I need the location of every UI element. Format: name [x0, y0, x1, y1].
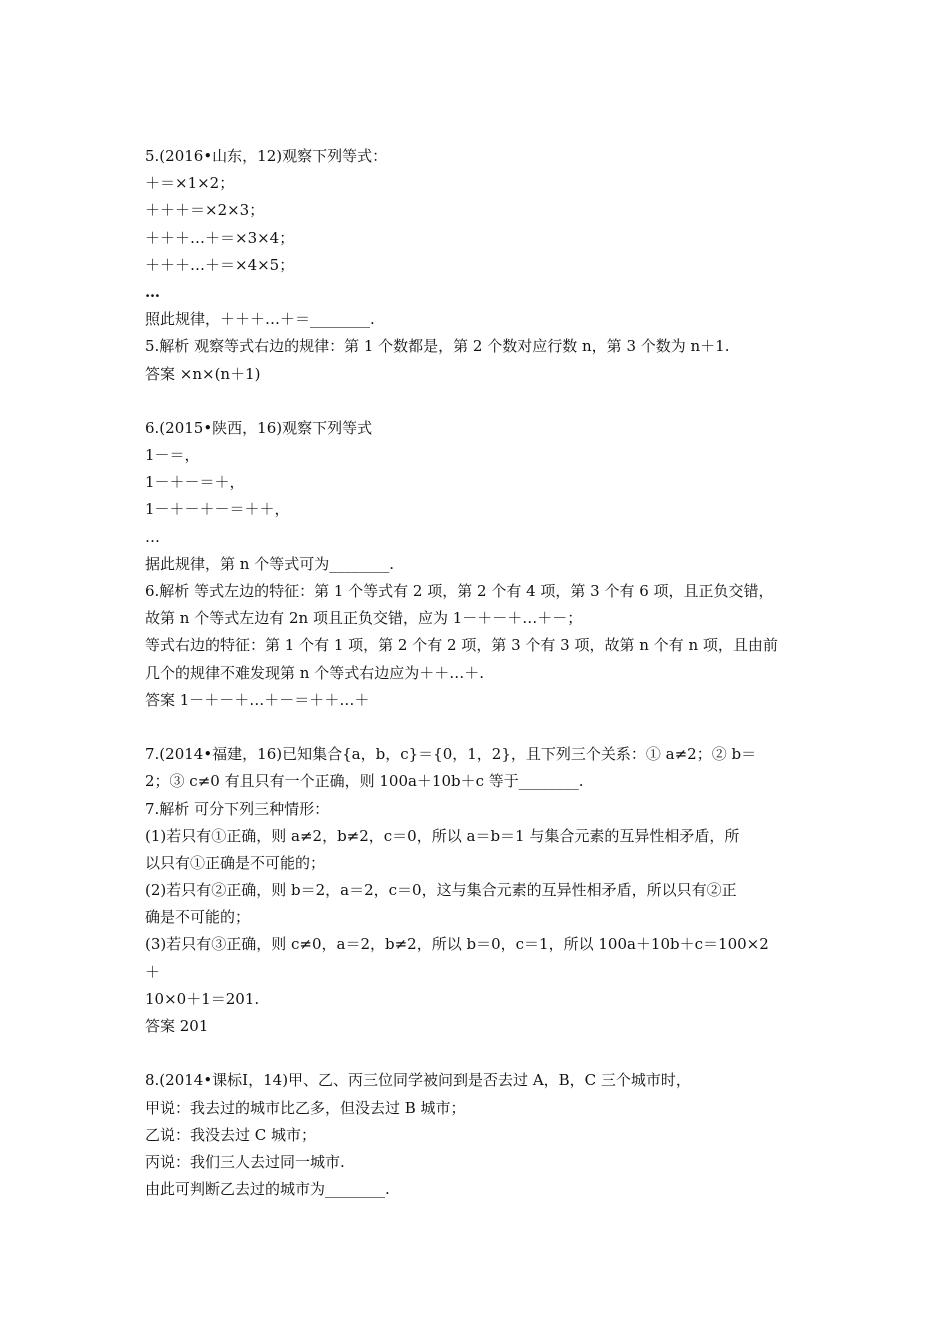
problem-6-analysis: 几个的规律不难发现第 n 个等式右边应为＋＋…＋. [145, 663, 484, 682]
problem-7-answer: 答案 201 [145, 1017, 209, 1035]
problem-8-statement: 乙说：我没去过 C 城市； [145, 1125, 317, 1144]
problem-8-question: 由此可判断乙去过的城市为________. [145, 1180, 390, 1199]
problem-6-stem: 6.(2015•陕西，16)观察下列等式 [145, 418, 373, 437]
problem-5-stem: 5.(2016•山东，12)观察下列等式： [145, 147, 388, 165]
equation-line: ＋＋＋…＋＝×4×5； [145, 255, 295, 274]
problem-7-case: 确是不可能的； [145, 908, 251, 927]
equation-line: 1－＋－＝＋， [145, 473, 245, 492]
problem-7-case: (1)若只有①正确，则 a≠2，b≠2，c＝0，所以 a＝b＝1 与集合元素的互异性相矛盾，所 [145, 826, 740, 845]
ellipsis-line: … [145, 282, 159, 301]
problem-6-analysis: 故第 n 个等式左边有 2n 项且正负交错，应为 1－＋－＋…＋－； [145, 609, 583, 628]
problem-6-analysis: 等式右边的特征：第 1 个有 1 项，第 2 个有 2 项，第 3 个有 3 项，故第 n 个有 n 项，且由前 [145, 636, 778, 655]
spacer [145, 1040, 825, 1067]
problem-7-case: 以只有①正确是不可能的； [145, 853, 326, 872]
problem-6-analysis: 6.解析 等式左边的特征：第 1 个等式有 2 项，第 2 个有 4 项，第 3 个有 6 项，且正负交错， [145, 582, 774, 600]
problem-7-case: 10×0＋1＝201. [145, 989, 260, 1008]
ellipsis-line: … [145, 527, 160, 546]
equation-line: ＋＝×1×2； [145, 174, 235, 193]
problem-7-analysis: 7.解析 可分下列三种情形： [145, 799, 330, 818]
problem-8-statement: 丙说：我们三人去过同一城市. [145, 1152, 345, 1171]
problem-5-answer: 答案 ×n×(n＋1) [145, 364, 261, 383]
problem-7-stem: 2；③ c≠0 有且只有一个正确，则 100a＋10b＋c 等于________. [145, 772, 584, 791]
problem-5-question: 照此规律，＋＋＋…＋＝________. [145, 310, 375, 329]
problem-8-statement: 甲说：我去过的城市比乙多，但没去过 B 城市； [145, 1098, 466, 1117]
problem-7-case: (3)若只有③正确，则 c≠0，a＝2，b≠2，所以 b＝0，c＝1，所以 100a＋10b＋c＝100×2 [145, 935, 769, 954]
document-page [145, 143, 825, 1203]
equation-line: 1－＝， [145, 446, 200, 465]
spacer [145, 714, 825, 741]
problem-6-answer: 答案 1－＋－＋…＋－＝＋＋…＋ [145, 690, 370, 709]
problem-5 [145, 143, 825, 388]
problem-7-case: (2)若只有②正确，则 b＝2，a＝2，c＝0，这与集合元素的互异性相矛盾，所以只有②正 [145, 881, 737, 900]
problem-6 [145, 415, 825, 714]
problem-6-question: 据此规律，第 n 个等式可为________. [145, 554, 394, 573]
spacer [145, 388, 825, 415]
equation-line: 1－＋－＋－＝＋＋， [145, 500, 290, 519]
problem-7-stem: 7.(2014•福建，16)已知集合{a，b，c}＝{0，1，2}，且下列三个关系：① a≠2；② b＝ [145, 745, 757, 764]
equation-line: ＋＋＋…＋＝×3×4； [145, 228, 295, 247]
problem-7 [145, 741, 825, 1040]
problem-8-stem: 8.(2014•课标Ⅰ，14)甲、乙、丙三位同学被问到是否去过 A，B，C 三个城市时， [145, 1071, 691, 1090]
equation-line: ＋＋＋＝×2×3； [145, 201, 265, 220]
problem-5-analysis: 5.解析 观察等式右边的规律：第 1 个数都是，第 2 个数对应行数 n，第 3 个数为 n＋1. [145, 337, 730, 356]
problem-8 [145, 1067, 825, 1203]
problem-7-case: ＋ [145, 962, 161, 981]
